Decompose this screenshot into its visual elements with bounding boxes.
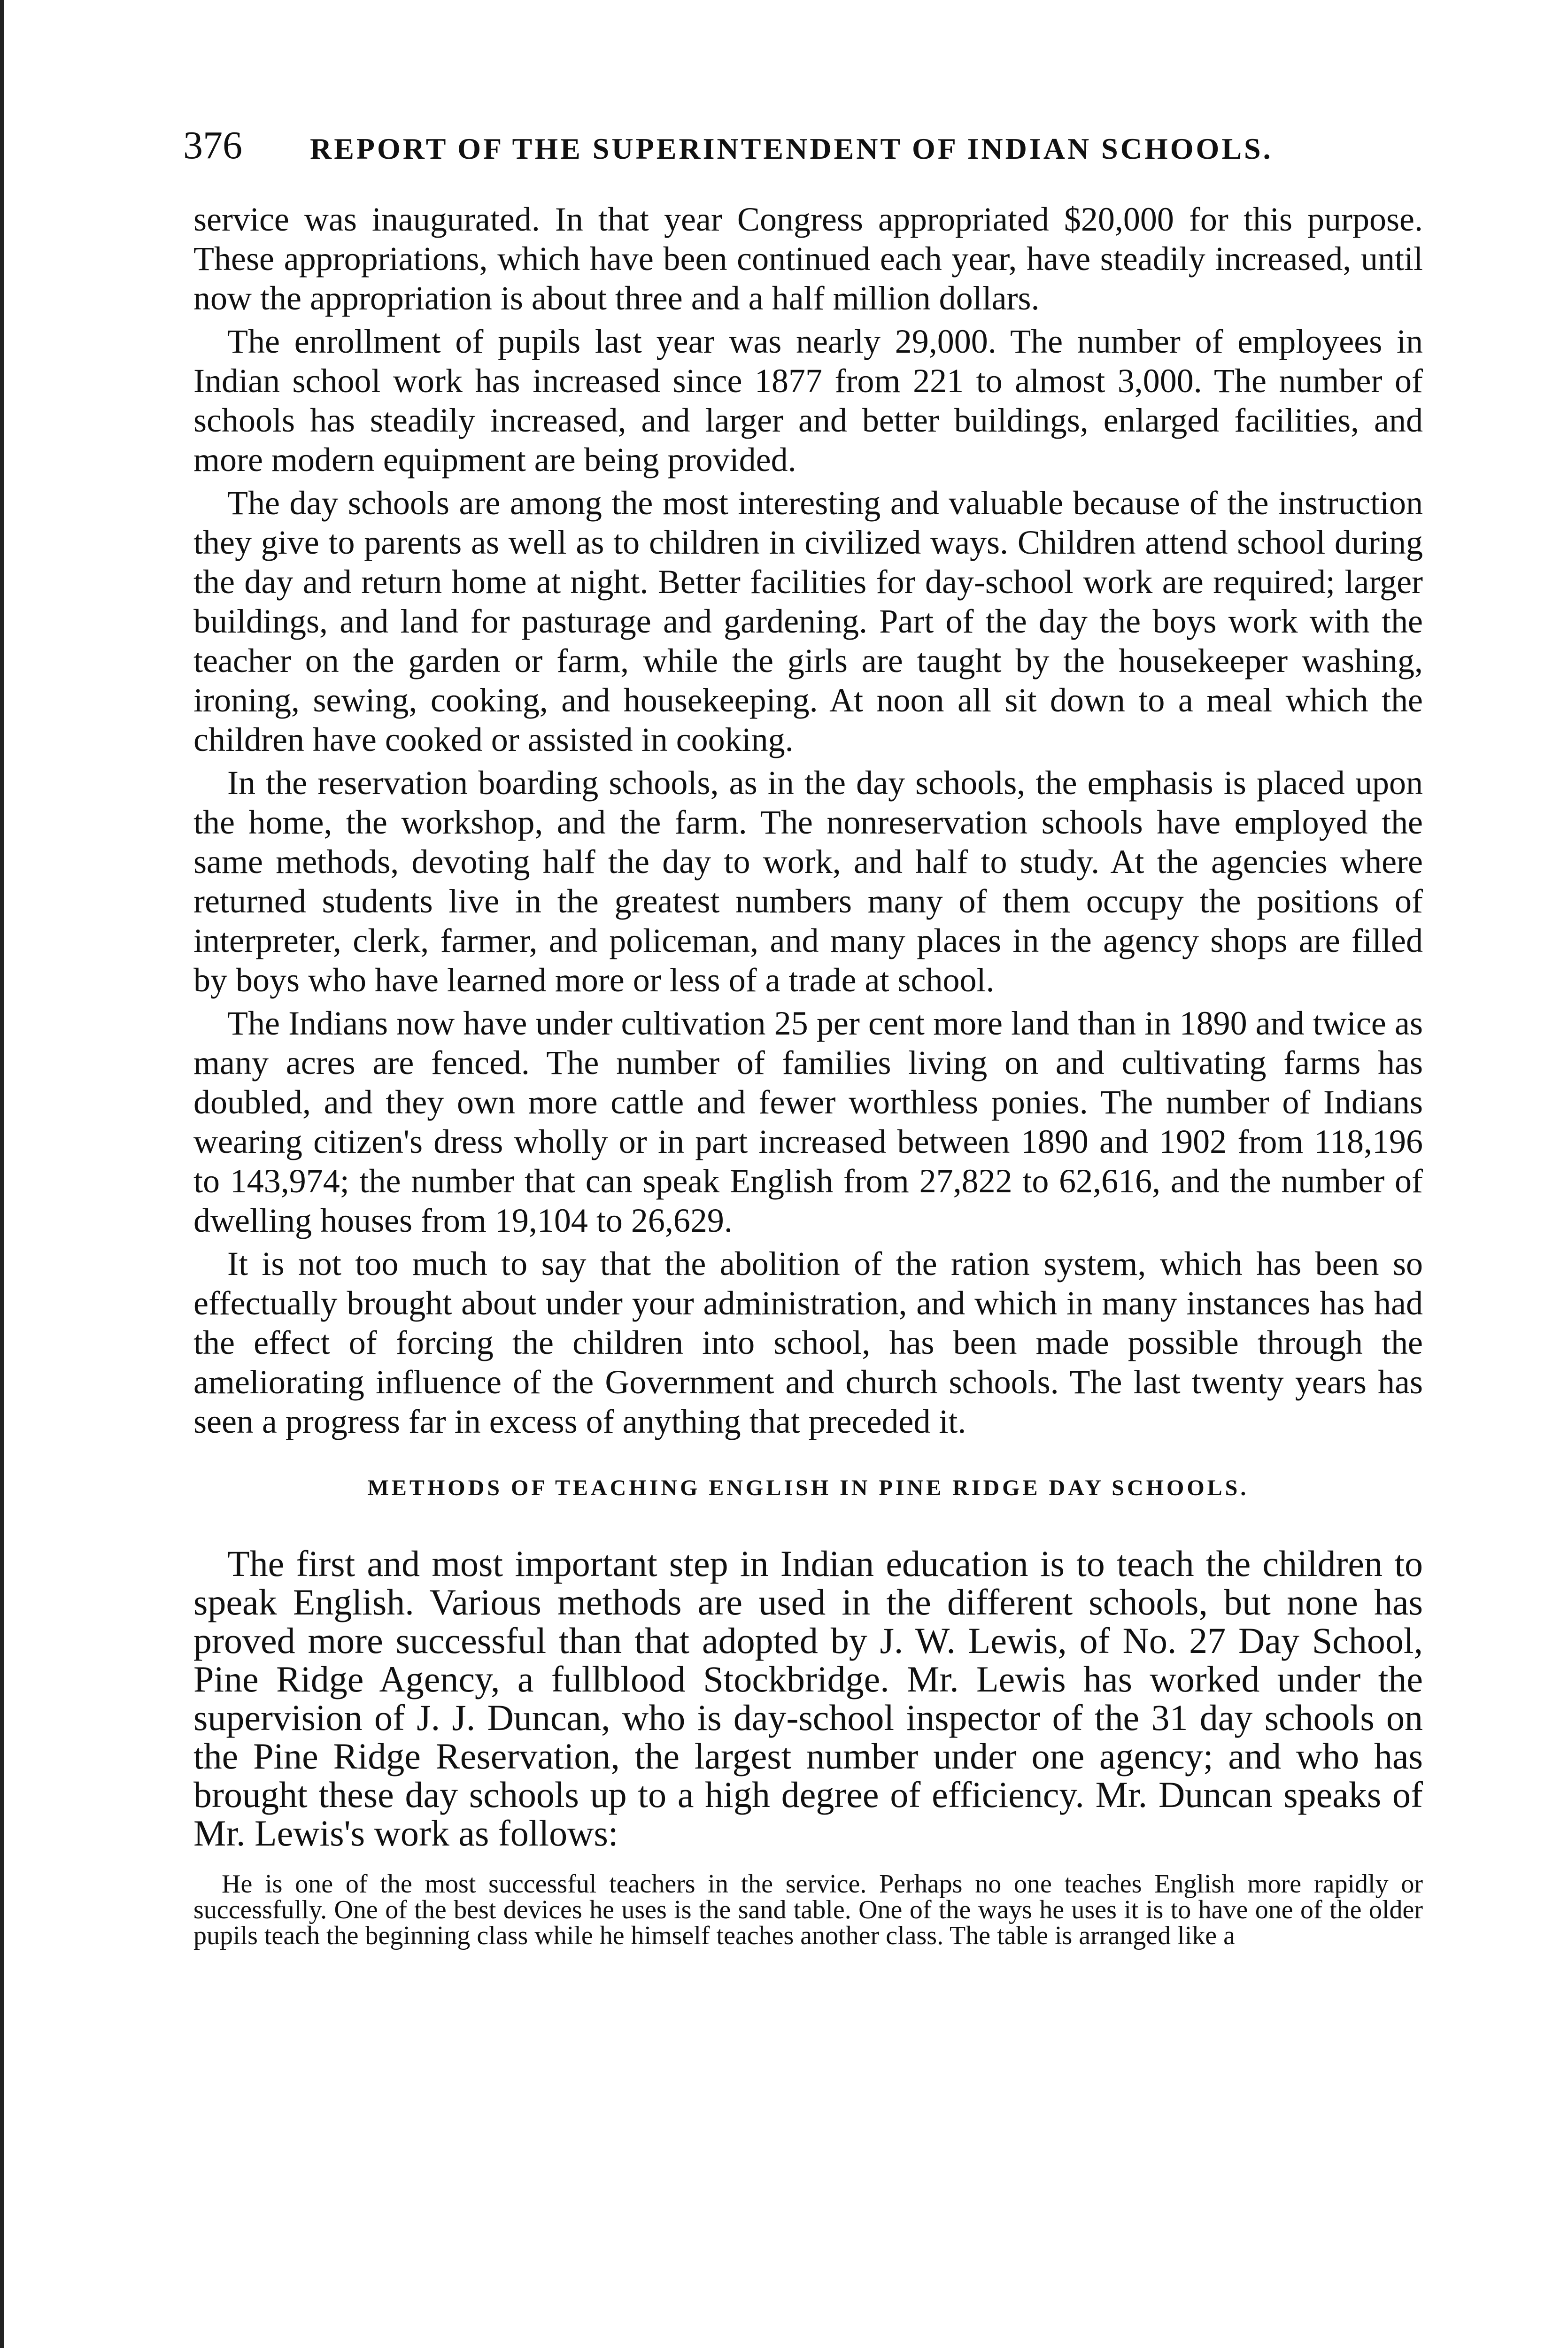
paragraph-methods: The first and most important step in Indian education is to teach the children to speak English. Various methods are used in the different schools, but none has proved more successful than that adopted by J. W. Lewis, of No. 27 Day School, Pine Ridge Agency, a fullblood Stockbridge. Mr. Lewis has worked under the supervision of J. J. Duncan, who is day-school inspector of the 31 day schools on the Pine Ridge Reservation, the largest number under one agency; and who has brought these day schools up to a high degree of efficiency. Mr. Duncan speaks of Mr. Lewis's work as follows: <box>193 1543 1423 1854</box>
paragraph-ration-system: It is not too much to say that the abolition of the ration system, which has been so effectually brought about under your administration, and which in many instances has had the effect of forcing the children into school, has been made possible through the ameliorating influence of the Government and church schools. The last twenty years has seen a progress far in excess of anything that preceded it. <box>193 1245 1423 1440</box>
paragraph-continued: service was inaugurated. In that year Congress appropriated $20,000 for this purpose. These appropriations, which have been continued each year, have steadily increased, until now the appropriation is about three and a half million dollars. <box>193 201 1423 317</box>
section-heading: METHODS OF TEACHING ENGLISH IN PINE RIDGE DAY SCHOOLS. <box>367 1475 1249 1500</box>
scan-left-edge <box>0 0 4 2348</box>
page-number: 376 <box>183 124 242 167</box>
paragraph-day-schools: The day schools are among the most interesting and valuable because of the instruction they give to parents as well as to children in civilized ways. Children attend school during the day and return home at night. Better facilities for day-school work are required; larger buildings, and land for pasturage and gardening. Part of the day the boys work with the teacher on the garden or farm, while the girls are taught by the housekeeper washing, ironing, sewing, cooking, and housekeeping. At noon all sit down to a meal which the children have cooked or assisted in cooking. <box>193 484 1423 758</box>
running-header <box>183 120 1385 171</box>
running-title: REPORT OF THE SUPERINTENDENT OF INDIAN SCHOOLS. <box>310 132 1273 165</box>
body-text <box>193 200 1423 1949</box>
paragraph-boarding-schools: In the reservation boarding schools, as in the day schools, the emphasis is placed upon the home, the workshop, and the farm. The nonreservation schools have employed the same methods, devoting half the day to work, and half to study. At the agencies where returned students live in the greatest numbers many of them occupy the positions of interpreter, clerk, farmer, and policeman, and many places in the agency shops are filled by boys who have learned more or less of a trade at school. <box>193 764 1423 999</box>
paragraph-cultivation: The Indians now have under cultivation 25 per cent more land than in 1890 and twice as many acres are fenced. The number of families living on and cultivating farms has doubled, and they own more cattle and fewer worthless ponies. The number of Indians wearing citizen's dress wholly or in part increased between 1890 and 1902 from 118,196 to 143,974; the number that can speak English from 27,822 to 62,616, and the number of dwelling houses from 19,104 to 26,629. <box>193 1004 1423 1239</box>
paragraph-enrollment: The enrollment of pupils last year was nearly 29,000. The number of employees in Indian school work has increased since 1877 from 221 to almost 3,000. The number of schools has steadily increased, and larger and better buildings, enlarged facilities, and more modern equipment are being provided. <box>193 323 1423 479</box>
block-quote: He is one of the most successful teachers in the service. Perhaps no one teaches English more rapidly or successfully. One of the best devices he uses is the sand table. One of the ways he uses it is to have one of the older pupils teach the beginning class while he himself teaches another class. The table is arranged like a <box>193 1869 1423 1950</box>
